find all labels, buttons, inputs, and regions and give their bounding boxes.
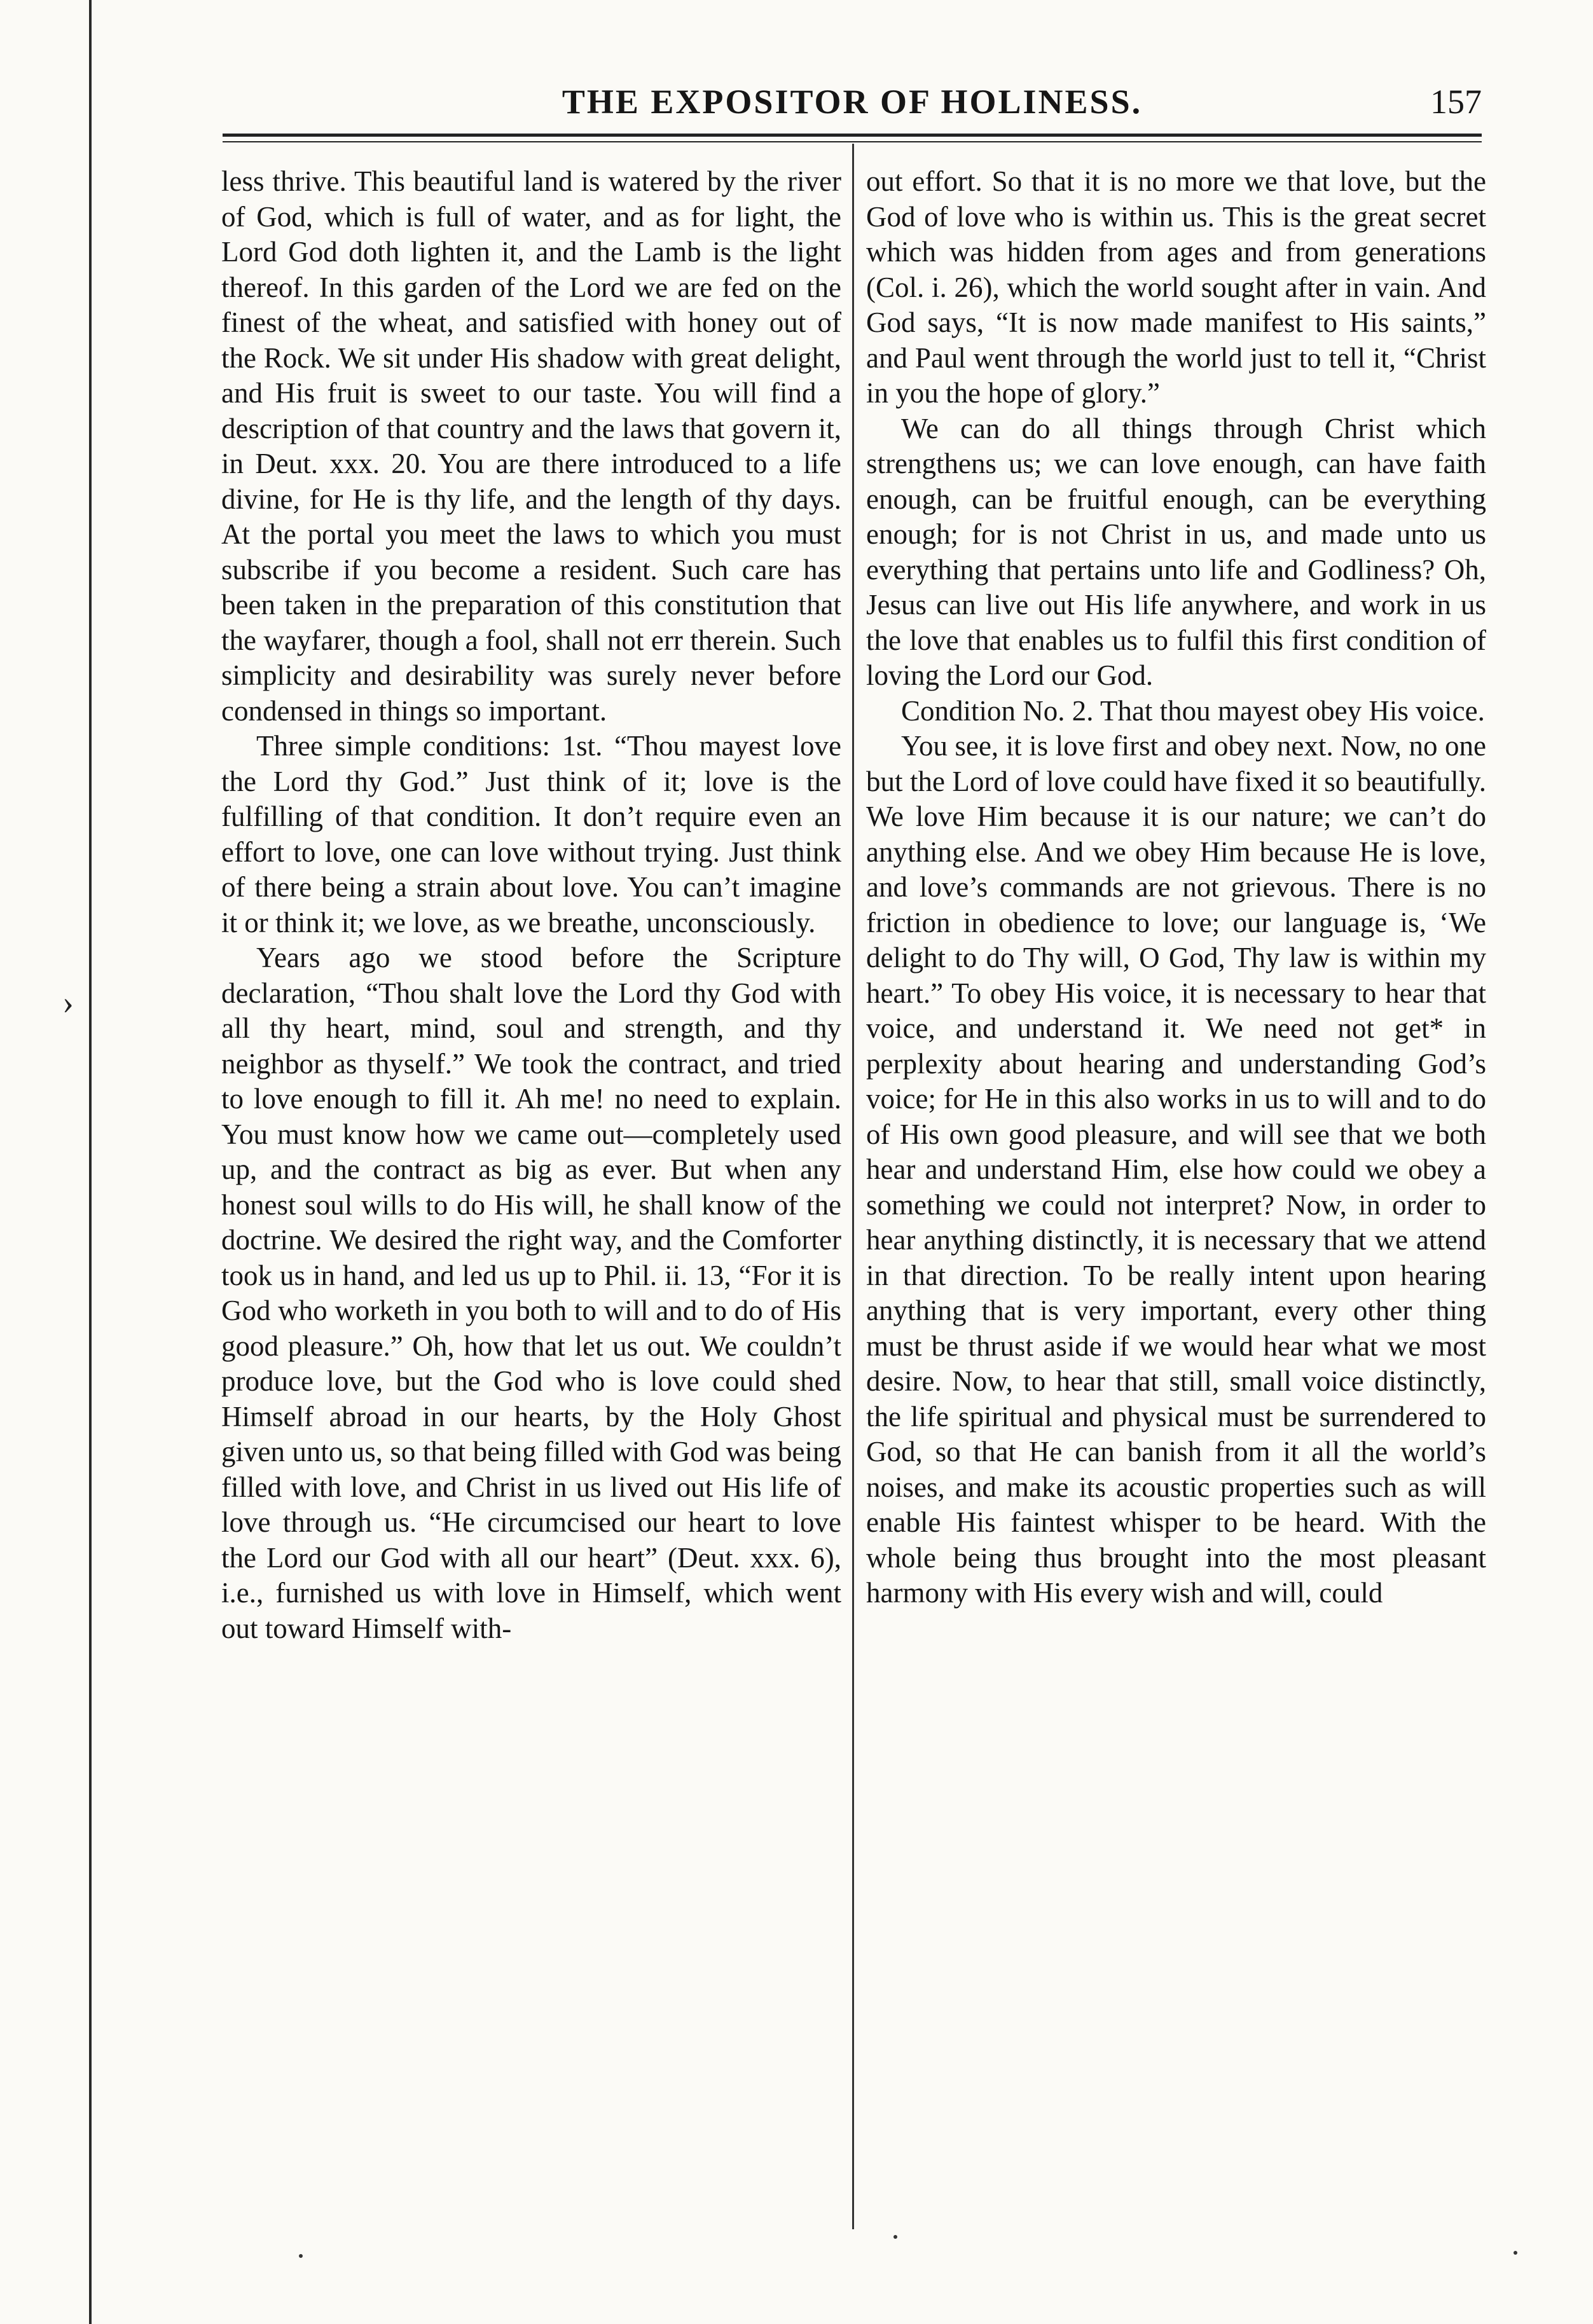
margin-mark: › [62,983,74,1021]
running-title: THE EXPOSITOR OF HOLINESS. [562,83,1143,121]
paragraph: out effort. So that it is no more we that love, but the God of love who is within us. This is the great secret which was hidden from ages and from generations (Col. i. 26), which the world sought after in vain. And God says, “It is now made manifest to His saints,” and Paul went through the world just to tell it, “Christ in you the hope of glory.” [866,165,1486,409]
header-rule-thick [223,134,1482,137]
right-column [866,164,1486,1611]
paragraph: Condition No. 2. That thou mayest obey His voice. [901,694,1485,727]
paragraph: You see, it is love first and obey next. Now, no one but the Lord of love could have fixed it so beautifully. We love Him because it is our nature; we can’t do anything else. And we obey Him because He is love, and love’s commands are not grievous. There is no friction in obedience to love; our language is, ‘We delight to do Thy will, O God, Thy law is within my heart.” To obey His voice, it is necessary to hear that voice, and understand it. We need not get* in perplexity about hearing and understanding God’s voice; for He in this also works in us to will and to do of His own good pleasure, and will see that we both hear and understand Him, else how could we obey a something we could not interpret? Now, in order to hear anything distinctly, it is necessary that we attend in that direction. To be really intent upon hearing anything that is very important, every other thing must be thrust aside if we would hear what we most desire. Now, to hear that still, small voice distinctly, the life spiritual and physical must be surrendered to God, so that He can banish from it all the world’s noises, and make its acoustic properties such as will enable His faintest whisper to be heard. With the whole being thus brought into the most pleasant harmony with His every wish and will, could [866,730,1486,1609]
column-divider [852,144,854,2229]
page-header [223,76,1482,127]
paragraph: less thrive. This beautiful land is watered by the river of God, which is full of water, and as for light, the Lord God doth lighten it, and the Lamb is the light thereof. In this garden of the Lord we are fed on the finest of the wheat, and satisfied with honey out of the Rock. We sit under His shadow with great delight, and His fruit is sweet to our taste. You will find a description of that country and the laws that govern it, in Deut. xxx. 20. You are there introduced to a life divine, for He is thy life, and the length of thy days. At the portal you meet the laws to which you must subscribe if you become a resident. Such care has been taken in the preparation of this constitution that the wayfarer, though a fool, shall not err therein. Such simplicity and desirability was surely never before condensed in things so important. [221,165,841,727]
page-number: 157 [1430,83,1482,121]
paper-speck [1514,2251,1517,2255]
header-rule-thin [223,141,1482,142]
paragraph: Years ago we stood before the Scripture declaration, “Thou shalt love the Lord thy God with all thy heart, mind, soul and strength, and thy neighbor as thyself.” We took the contract, and tried to love enough to fill it. Ah me! no need to explain. You must know how we came out—completely used up, and the contract as big as ever. But when any honest soul wills to do His will, he shall know of the doctrine. We desired the right way, and the Comforter took us in hand, and led us up to Phil. ii. 13, “For it is God who worketh in you both to will and to do of His good pleasure.” Oh, how that let us out. We couldn’t produce love, but the God who is love could shed Himself abroad in our hearts, by the Holy Ghost given unto us, so that being filled with God was being filled with love, and Christ in us lived out His life of love through us. “He circumcised our heart to love the Lord our God with all our heart” (Deut. xxx. 6), i.e., furnished us with love in Himself, which went out toward Himself with- [221,942,841,1644]
binding-edge [89,0,92,2324]
paper-speck [299,2254,303,2258]
paragraph: We can do all things through Christ which strengthens us; we can love enough, can have faith enough, can be fruitful enough, can be everything enough; for is not Christ in us, and made unto us everything that pertains unto life and Godliness? Oh, Jesus can live out His life anywhere, and work in us the love that enables us to fulfil this first condition of loving the Lord our God. [866,412,1486,691]
left-column [221,164,841,1646]
paper-speck [893,2235,897,2239]
paragraph: Three simple conditions: 1st. “Thou mayest love the Lord thy God.” Just think of it; love is the fulfilling of that condition. It don’t require even an effort to love, one can love without trying. Just think of there being a strain about love. You can’t imagine it or think it; we love, as we breathe, unconsciously. [221,730,841,939]
